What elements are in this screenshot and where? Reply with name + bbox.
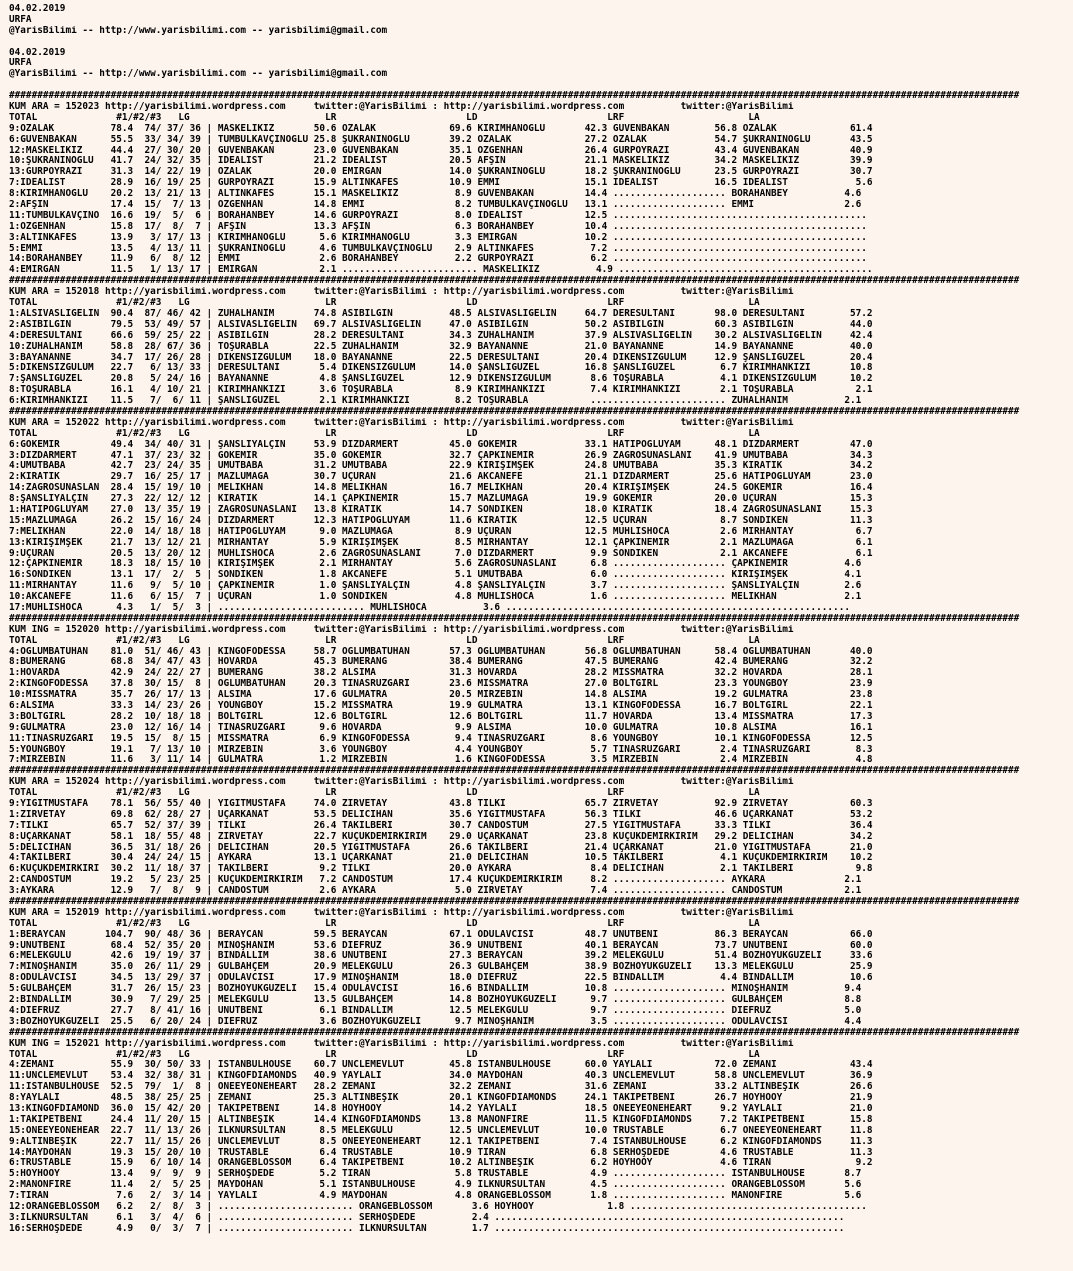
header-date: 04.02.2019 [9, 4, 66, 14]
horse-row: 9:GULMATRA 23.0 12/ 16/ 14 | TINASRÜZGARI 9.6 HOVARDA 9.9 ALSIMA 10.0 GULMATRA 10.8 ALSIMA 16.1 [9, 722, 873, 733]
horse-row: 1:ALSİVASLIGELİN 90.4 87/ 46/ 42 | ZÜHALHANIM 74.8 ASİBİLGİN 48.5 ALSİVASLIGELİN 64.7 DERESULTANI 98.0 DERESULTANI 57.2 [9, 308, 873, 319]
race-header: KUM ARA = 152019 http://yarisbilimi.wordpress.com twitter:@YarisBilimi : http://yarisbilimi.wordpress.com twitter:@YarisBilimi [9, 907, 794, 918]
report-line: @YarisBilimi -- http://www.yarisbilimi.com -- yarisbilimi@gmail.com [9, 69, 388, 80]
horse-row: 4:UMUTBABA 42.7 23/ 24/ 35 | UMUTBABA 31.2 UMUTBABA 22.9 KİRİŞİMŞEK 24.8 UMUTBABA 35.3 KİRATİK 34.2 [9, 461, 873, 472]
horse-row: 13:KINGOFDIAMOND 36.0 15/ 42/ 20 | TAKİPETBENİ 14.8 HOYHOOY 14.2 YAYLALI 18.5 ONEEYEONEHEART 9.2 YAYLALI 21.0 [9, 1103, 873, 1114]
horse-row: 15:ONEEYEONEHEAR 22.7 11/ 13/ 26 | İLKNURSULTAN 8.5 MELEKGÜLÜ 12.5 UNCLEMEVLÜT 10.0 TRUSTABLE 6.7 ONEEYEONEHEART 11.8 [9, 1125, 873, 1136]
horse-row: 11:ISTANBULHOUSE 52.5 79/ 1/ 8 | ONEEYEONEHEART 28.2 ZEMANİ 32.2 ZEMANİ 31.6 ZEMANİ 33.2 ALTINBEŞİK 26.6 [9, 1082, 873, 1093]
horse-row: 7:İDEALİST 28.9 16/ 19/ 25 | GÜRPOYRAZI 15.9 ALTINKAFES 10.9 EMMİ 15.1 İDEALİST 16.5 İDEALİST 5.6 [9, 178, 873, 189]
horse-row: 8:YAYLALI 48.5 38/ 25/ 25 | ZEMANİ 25.3 ALTINBEŞİK 20.1 KINGOFDIAMONDS 24.1 TAKİPETBENİ 26.7 HOYHOOY 21.9 [9, 1093, 873, 1104]
section-divider: ################################################################################################################################################################################### [9, 276, 1020, 287]
horse-row: 3:BOLTGIRL 28.2 10/ 18/ 18 | BOLTGIRL 12.6 BOLTGIRL 12.6 BOLTGIRL 11.7 HOVARDA 13.4 MISSMATRA 17.3 [9, 711, 873, 722]
horse-row: 8:KIRIMHANOĞLU 20.2 13/ 21/ 13 | ALTINKAFES 15.1 MASKELİKİZ 8.9 GÜVENBAKAN 14.4 .................... BORAHANBEY 4.6 [9, 189, 862, 200]
horse-row: 12:ÇAPKINEMİR 18.3 18/ 15/ 10 | KİRİŞİMŞEK 2.1 MİRHANTAY 5.6 ZAĞROSUNASLANI 6.8 .................... ÇAPKINEMİR 4.6 [9, 559, 862, 570]
horse-row: 3:BAYANANNE 34.7 17/ 26/ 28 | DİKENSİZGÜLÜM 18.0 BAYANANNE 22.5 DERESULTANI 20.4 DİKENSİZGÜLÜM 12.9 ŞANSLIGÜZEL 20.4 [9, 352, 873, 363]
horse-row: 6:KÜÇÜKDEMİRKIRI 30.2 11/ 18/ 37 | TAKILBERİ 9.2 TİLKİ 20.0 AYKARA 8.4 DELİCİHAN 2.1 TAKILBERİ 9.8 [9, 864, 873, 875]
horse-row: 5:EMMİ 13.5 4/ 13/ 11 | ŞÜKRANINOĞLU 4.6 TUMBULKAVÇİNOĞLU 2.9 ALTINKAFES 7.2 ............................................. [9, 243, 867, 254]
horse-row: 14:BORAHANBEY 11.9 6/ 8/ 12 | EMMİ 2.6 BORAHANBEY 2.2 GÜRPOYRAZI 6.2 ............................................. [9, 254, 867, 265]
horse-row: 5:YOUNGBOY 19.1 7/ 13/ 10 | MİRZEBİN 3.6 YOUNGBOY 4.4 YOUNGBOY 5.7 TINASRÜZGARI 2.4 TINASRÜZGARI 8.3 [9, 744, 873, 755]
horse-row: 6:GÜVENBAKAN 55.5 33/ 34/ 39 | TUMBULKAVÇİNOĞLU 25.8 ŞÜKRANINOĞLU 39.2 ÖZALAK 27.2 ÖZALAK 54.7 ŞÜKRANINOĞLU 43.5 [9, 134, 873, 145]
header-contact: @YarisBilimi -- http://www.yarisbilimi.com -- yarisbilimi@gmail.com [9, 25, 388, 36]
horse-row: 3:İLKNURSULTAN 6.1 3/ 4/ 6 | ........................ SERHOŞDEDE 2.4 .............................................................. [9, 1212, 845, 1223]
horse-row: 11:UNCLEMEVLÜT 53.4 32/ 38/ 31 | KINGOFDIAMONDS 40.9 YAYLALI 34.0 MAYDOHAN 40.3 UNCLEMEVLÜT 58.8 UNCLEMEVLÜT 36.9 [9, 1071, 873, 1082]
horse-row: 14:ZAĞROSUNASLAN 28.4 15/ 19/ 10 | MELİKHAN 14.8 MELİKHAN 16.7 MELİKHAN 20.4 KİRİŞİMŞEK 24.5 GÖKEMİR 16.4 [9, 483, 873, 494]
horse-row: 2:AFŞİN 17.4 15/ 7/ 13 | ÖZGENHAN 14.8 EMMİ 8.2 TUMBULKAVÇİNOĞLU 13.1 .................... EMMİ 2.6 [9, 200, 862, 211]
report-body [9, 48, 1073, 1235]
horse-row: 9:ÖZALAK 78.4 74/ 37/ 36 | MASKELİKİZ 50.6 ÖZALAK 69.6 KIRIMHANOĞLU 42.3 GÜVENBAKAN 56.8 ÖZALAK 61.4 [9, 123, 873, 134]
horse-row: 8:UÇARKANAT 58.1 18/ 55/ 48 | ZİRVETAY 22.7 KÜÇÜKDEMİRKIRIM 29.0 UÇARKANAT 23.8 KÜÇÜKDEMİRKIRIM 29.2 DELİCİHAN 34.2 [9, 831, 873, 842]
race-header: KUM ARA = 152023 http://yarisbilimi.wordpress.com twitter:@YarisBilimi : http://yarisbilimi.wordpress.com twitter:@YarisBilimi [9, 102, 794, 113]
horse-row: 16:SERHOŞDEDE 4.9 0/ 3/ 7 | ........................ İLKNURSULTAN 1.7 .............................................................. [9, 1223, 845, 1234]
horse-row: 3:BOZHOYUKGÜZELİ 25.5 6/ 20/ 24 | DİEFRUZ 3.6 BOZHOYUKGÜZELİ 9.7 MİNOŞHANIM 3.5 .................... ÖDÜLAVCISI 4.4 [9, 1016, 862, 1027]
horse-row: 14:MAYDOHAN 19.3 15/ 20/ 10 | TRUSTABLE 6.4 TRUSTABLE 10.9 TİRAN 6.8 SERHOŞDEDE 4.6 TRUSTABLE 11.3 [9, 1147, 873, 1158]
horse-row: 8:ÖDÜLAVCISI 34.5 13/ 29/ 37 | ÖDÜLAVCISI 17.9 MİNOŞHANIM 18.0 DİEFRUZ 22.5 BİNDALLIM 4.4 BİNDALLIM 10.6 [9, 973, 873, 984]
horse-row: 6:ALSIMA 33.3 14/ 23/ 26 | YOUNGBOY 15.2 MISSMATRA 19.9 GULMATRA 13.1 KINGOFODESSA 16.7 BOLTGIRL 22.1 [9, 701, 873, 711]
horse-row: 5:DELİCİHAN 36.5 31/ 18/ 26 | DELİCİHAN 20.5 YİĞİTMUSTAFA 26.6 TAKILBERİ 21.4 UÇARKANAT 21.0 YİĞİTMUSTAFA 21.0 [9, 842, 873, 853]
column-header: TOTAL #1/#2/#3 LG LR LD LRF LA [9, 112, 760, 123]
horse-row: 4:ZEMANİ 55.9 30/ 50/ 33 | ISTANBULHOUSE 60.7 UNCLEMEVLÜT 45.8 ISTANBULHOUSE 60.0 YAYLALI 72.0 ZEMANİ 43.4 [9, 1060, 873, 1071]
horse-row: 13:GÜRPOYRAZI 31.3 14/ 22/ 19 | ÖZALAK 20.0 EMİRGAN 14.0 ŞÜKRANINOĞLU 18.2 ŞÜKRANINOĞLU 23.5 GÜRPOYRAZI 30.7 [9, 167, 873, 178]
horse-row: 3:DİZDARMERT 47.1 37/ 23/ 32 | GÖKEMİR 35.0 GÖKEMİR 32.7 ÇAPKINEMİR 26.9 ZAĞROSUNASLANI 41.9 UMUTBABA 34.3 [9, 450, 873, 461]
horse-row: 12:ORANGEBLOSSOM 6.2 2/ 8/ 3 | ........................ ORANGEBLOSSOM 3.6 HOYHOOY 1.8 .......................................... [9, 1201, 867, 1212]
column-header: TOTAL #1/#2/#3 LG LR LD LRF LA [9, 1049, 760, 1060]
horse-row: 9:UÇURAN 20.5 13/ 20/ 12 | MÜHLİSHOCA 2.6 ZAĞROSUNASLANI 7.0 DİZDARMERT 9.9 SONDİKEN 2.1 AKCANEFE 6.1 [9, 548, 873, 559]
horse-row: 11:MİRHANTAY 11.6 9/ 5/ 10 | ÇAPKINEMİR 1.0 ŞANSLIYALÇIN 4.8 ŞANSLIYALÇIN 3.7 .................... ŞANSLIYALÇIN 2.6 [9, 581, 862, 592]
section-divider: ################################################################################################################################################################################### [9, 1027, 1020, 1038]
horse-row: 2:MANONFIRE 11.4 2/ 5/ 25 | MAYDOHAN 5.1 ISTANBULHOUSE 4.9 İLKNURSULTAN 4.5 .................... ORANGEBLOSSOM 5.6 [9, 1180, 862, 1191]
column-header: TOTAL #1/#2/#3 LG LR LD LRF LA [9, 298, 760, 309]
horse-row: 1:HOVARDA 42.9 24/ 22/ 27 | BUMERANG 38.2 ALSIMA 31.3 HOVARDA 28.2 MISSMATRA 32.2 HOVARDA 28.1 [9, 668, 873, 679]
report-line: 04.02.2019 [9, 47, 66, 58]
horse-row: 1:TAKİPETBENİ 24.4 11/ 20/ 15 | ALTINBEŞİK 14.4 KINGOFDIAMONDS 13.8 MANONFIRE 11.5 KINGOFDIAMONDS 7.2 TAKİPETBENİ 15.8 [9, 1114, 873, 1125]
horse-row: 15:MAZLUMAĞA 26.2 15/ 16/ 24 | DİZDARMERT 12.3 HATİPOĞLUYAM 11.6 KİRATİK 12.5 UÇURAN 8.7 SONDİKEN 11.3 [9, 515, 873, 526]
section-divider: ################################################################################################################################################################################### [9, 406, 1020, 417]
horse-row: 17:MÜHLİSHOCA 4.3 1/ 5/ 3 | .......................... MÜHLİSHOCA 3.6 ............................................................. [9, 602, 850, 613]
horse-row: 1:ÖZGENHAN 15.8 17/ 8/ 7 | AFŞİN 13.3 AFŞİN 6.3 BORAHANBEY 10.4 ............................................. [9, 221, 867, 232]
race-header: KUM ARA = 152022 http://yarisbilimi.wordpress.com twitter:@YarisBilimi : http://yarisbilimi.wordpress.com twitter:@YarisBilimi [9, 417, 794, 428]
horse-row: 8:ŞANSLIYALÇIN 27.3 22/ 12/ 12 | KİRATİK 14.1 ÇAPKINEMİR 15.7 MAZLUMAĞA 19.9 GÖKEMİR 20.0 UÇURAN 15.3 [9, 494, 873, 505]
race-header: KUM ARA = 152024 http://yarisbilimi.wordpress.com twitter:@YarisBilimi : http://yarisbilimi.wordpress.com twitter:@YarisBilimi [9, 777, 794, 788]
horse-row: 6:TRUSTABLE 15.9 6/ 10/ 14 | ORANGEBLOSSOM 6.4 TAKİPETBENİ 10.2 ALTINBEŞİK 6.2 HOYHOOY 4.6 TİRAN 9.2 [9, 1158, 873, 1169]
horse-row: 5:HOYHOOY 13.4 9/ 9/ 9 | SERHOŞDEDE 5.2 TİRAN 5.8 TRUSTABLE 4.9 .................... ISTANBULHOUSE 8.7 [9, 1169, 862, 1180]
horse-row: 4:TAKILBERİ 30.4 24/ 24/ 15 | AYKARA 13.1 UÇARKANAT 21.0 DELİCİHAN 10.5 TAKILBERİ 4.1 KÜÇÜKDEMİRKIRIM 10.2 [9, 853, 873, 864]
horse-row: 4:DİEFRUZ 27.7 8/ 41/ 16 | UNUTBENİ 6.1 BİNDALLIM 12.5 MELEKGÜLÜ 9.7 .................... DİEFRUZ 5.0 [9, 1005, 862, 1016]
report-line [9, 80, 1073, 91]
horse-row: 2:KINGOFODESSA 37.8 30/ 15/ 8 | OGLUMBATUHAN 20.3 TINASRÜZGARI 23.6 MISSMATRA 27.0 BOLTGIRL 23.3 YOUNGBOY 23.9 [9, 679, 873, 690]
horse-row: 7:MELİKHAN 22.0 14/ 18/ 18 | HATİPOĞLUYAM 9.0 MAZLUMAĞA 8.9 UÇURAN 12.5 MÜHLİSHOCA 2.6 MİRHANTAY 6.7 [9, 526, 873, 537]
horse-row: 2:KİRATİK 29.7 16/ 25/ 17 | MAZLUMAĞA 30.7 UÇURAN 21.6 AKCANEFE 21.1 DİZDARMERT 25.6 HATİPOĞLUYAM 23.0 [9, 472, 873, 483]
report-header [9, 4, 1073, 37]
horse-row: 6:MELEKGÜLÜ 42.6 19/ 19/ 37 | BİNDALLIM 38.6 UNUTBENİ 27.3 BERAYCAN 39.2 MELEKGÜLÜ 51.4 BOZHOYUKGÜZELİ 33.6 [9, 951, 873, 962]
horse-row: 12:MASKELİKİZ 44.4 27/ 30/ 20 | GÜVENBAKAN 23.0 GÜVENBAKAN 35.1 ÖZGENHAN 26.4 GÜRPOYRAZI 43.4 GÜVENBAKAN 40.9 [9, 145, 873, 156]
horse-row: 7:MİRZEBİN 11.6 3/ 11/ 14 | GULMATRA 1.2 MİRZEBİN 1.6 KINGOFODESSA 3.5 MİRZEBİN 2.4 MİRZEBİN 4.8 [9, 755, 873, 766]
horse-row: 10:ŞÜKRANINOĞLU 41.7 24/ 32/ 35 | İDEALİST 21.2 İDEALİST 20.5 AFŞİN 21.1 MASKELİKİZ 34.2 MASKELİKİZ 39.9 [9, 156, 873, 167]
horse-row: 3:ALTINKAFES 13.9 3/ 17/ 13 | KIRIMHANOĞLU 5.6 KIRIMHANOĞLU 3.3 EMİRGAN 10.2 ............................................. [9, 232, 867, 243]
horse-row: 10:ZÜHALHANIM 58.8 28/ 67/ 36 | TOŞURABLA 22.5 ZÜHALHANIM 32.9 BAYANANNE 21.0 BAYANANNE 14.9 BAYANANNE 40.0 [9, 341, 873, 352]
horse-row: 2:BİNDALLIM 30.9 7/ 29/ 25 | MELEKGÜLÜ 13.5 GÜLBAHÇEM 14.8 BOZHOYUKGÜZELİ 9.7 .................... GÜLBAHÇEM 8.8 [9, 995, 862, 1006]
section-divider: ################################################################################################################################################################################### [9, 766, 1020, 777]
race-header: KUM ING = 152020 http://yarisbilimi.wordpress.com twitter:@YarisBilimi : http://yarisbilimi.wordpress.com twitter:@YarisBilimi [9, 624, 794, 635]
column-header: TOTAL #1/#2/#3 LG LR LD LRF LA [9, 635, 760, 646]
horse-row: 9:ALTINBEŞİK 22.7 11/ 15/ 26 | UNCLEMEVLÜT 8.5 ONEEYEONEHEART 12.1 TAKİPETBENİ 7.4 ISTANBULHOUSE 6.2 KINGOFDIAMONDS 11.3 [9, 1136, 873, 1147]
horse-row: 4:OGLUMBATUHAN 81.0 51/ 46/ 43 | KINGOFODESSA 58.7 OGLUMBATUHAN 57.3 OGLUMBATUHAN 56.8 OGLUMBATUHAN 58.4 OGLUMBATUHAN 40.0 [9, 646, 873, 657]
horse-row: 9:UNUTBENİ 68.4 52/ 35/ 20 | MİNOŞHANIM 53.6 DİEFRUZ 36.9 UNUTBENİ 40.1 BERAYCAN 73.7 UNUTBENİ 60.0 [9, 940, 873, 951]
horse-row: 4:DERESULTANI 66.6 59/ 25/ 22 | ASİBİLGİN 28.2 DERESULTANI 34.3 ZÜHALHANIM 37.9 ALSİVASLIGELİN 30.2 ALSİVASLIGELİN 42.4 [9, 330, 873, 341]
section-divider: ################################################################################################################################################################################### [9, 91, 1020, 102]
horse-row: 8:BUMERANG 68.8 34/ 47/ 43 | HOVARDA 45.3 BUMERANG 38.4 BUMERANG 47.5 BUMERANG 42.4 BUMERANG 32.2 [9, 657, 873, 668]
horse-row: 2:ASİBİLGİN 79.5 53/ 49/ 57 | ALSİVASLIGELİN 69.7 ALSİVASLIGELİN 47.0 ASİBİLGİN 50.2 ASİBİLGİN 60.3 ASİBİLGİN 44.0 [9, 319, 873, 330]
section-divider: ################################################################################################################################################################################### [9, 613, 1020, 624]
horse-row: 6:KIRIMHANKIZI 11.5 7/ 6/ 11 | ŞANSLIGÜZEL 2.1 KIRIMHANKIZI 8.2 TOŞURABLA ........................ ZÜHALHANIM 2.1 [9, 396, 862, 407]
horse-row: 10:MISSMATRA 35.7 26/ 17/ 13 | ALSIMA 17.6 GULMATRA 20.5 MİRZEBİN 14.8 ALSIMA 19.2 GULMATRA 23.8 [9, 690, 873, 701]
horse-row: 7:TİLKİ 65.7 52/ 37/ 39 | TİLKİ 26.4 TAKILBERİ 30.7 CANDOSTUM 27.5 YİĞİTMUSTAFA 33.3 TİLKİ 36.4 [9, 820, 873, 831]
horse-row: 8:TOŞURABLA 16.1 4/ 10/ 21 | KIRIMHANKIZI 3.6 TOŞURABLA 8.9 KIRIMHANKIZI 7.4 KIRIMHANKIZI 2.1 TOŞURABLA 2.1 [9, 385, 873, 396]
column-header: TOTAL #1/#2/#3 LG LR LD LRF LA [9, 428, 760, 439]
horse-row: 9:YİĞİTMUSTAFA 78.1 56/ 55/ 40 | YİĞİTMUSTAFA 74.0 ZİRVETAY 43.8 TİLKİ 65.7 ZİRVETAY 92.9 ZİRVETAY 60.3 [9, 799, 873, 810]
horse-row: 2:CANDOSTUM 19.2 5/ 23/ 25 | KÜÇÜKDEMİRKIRIM 7.2 CANDOSTUM 17.4 KÜÇÜKDEMİRKIRIM 8.2 .................... AYKARA 2.1 [9, 875, 862, 886]
horse-row: 11:TINASRÜZGARI 19.5 15/ 8/ 15 | MISSMATRA 6.9 KINGOFODESSA 9.4 TINASRÜZGARI 8.6 YOUNGBOY 10.1 KINGOFODESSA 12.5 [9, 733, 873, 744]
horse-row: 5:GÜLBAHÇEM 31.7 26/ 15/ 23 | BOZHOYUKGÜZELİ 15.4 ÖDÜLAVCISI 16.6 BİNDALLIM 10.8 .................... MİNOŞHANIM 9.4 [9, 984, 862, 995]
horse-row: 7:MİNOŞHANIM 35.0 26/ 11/ 29 | GÜLBAHÇEM 20.9 MELEKGÜLÜ 26.3 GÜLBAHÇEM 38.9 BOZHOYUKGÜZELİ 13.3 MELEKGÜLÜ 25.9 [9, 962, 873, 973]
horse-row: 13:KİRİŞİMŞEK 21.7 13/ 12/ 21 | MİRHANTAY 5.9 KİRİŞİMŞEK 8.5 MİRHANTAY 12.1 ÇAPKINEMİR 2.1 MAZLUMAĞA 6.1 [9, 537, 873, 548]
horse-row: 3:AYKARA 12.9 7/ 8/ 9 | CANDOSTUM 2.6 AYKARA 5.0 ZİRVETAY 7.4 .................... CANDOSTUM 2.1 [9, 886, 862, 897]
horse-row: 1:HATİPOĞLUYAM 27.0 13/ 35/ 19 | ZAĞROSUNASLANI 13.8 KİRATİK 14.7 SONDİKEN 18.0 KİRATİK 18.4 ZAĞROSUNASLANI 15.3 [9, 504, 873, 515]
horse-row: 16:SONDİKEN 13.1 17/ 2/ 5 | SONDİKEN 1.8 AKCANEFE 5.1 UMUTBABA 6.0 .................... KİRİŞİMŞEK 4.1 [9, 570, 862, 581]
horse-row: 1:BERAYCAN 104.7 90/ 48/ 36 | BERAYCAN 59.5 BERAYCAN 67.1 ÖDÜLAVCISI 48.7 UNUTBENİ 86.3 BERAYCAN 66.0 [9, 929, 873, 940]
horse-row: 10:AKCANEFE 11.6 6/ 15/ 7 | UÇURAN 1.0 SONDİKEN 4.8 MÜHLİSHOCA 1.6 .................... MELİKHAN 2.1 [9, 592, 862, 603]
horse-row: 1:ZİRVETAY 69.8 62/ 28/ 27 | UÇARKANAT 53.5 DELİCİHAN 35.6 YİĞİTMUSTAFA 56.3 TİLKİ 46.6 UÇARKANAT 53.2 [9, 809, 873, 820]
column-header: TOTAL #1/#2/#3 LG LR LD LRF LA [9, 918, 760, 929]
column-header: TOTAL #1/#2/#3 LG LR LD LRF LA [9, 788, 760, 799]
race-header: KUM ING = 152021 http://yarisbilimi.wordpress.com twitter:@YarisBilimi : http://yarisbilimi.wordpress.com twitter:@YarisBilimi [9, 1038, 794, 1049]
horse-row: 7:TİRAN 7.6 2/ 3/ 14 | YAYLALI 4.9 MAYDOHAN 4.8 ORANGEBLOSSOM 1.8 .................... MANONFIRE 5.6 [9, 1191, 862, 1202]
horse-row: 11:TUMBULKAVÇİNO 16.6 19/ 5/ 6 | BORAHANBEY 14.6 GÜRPOYRAZI 8.0 İDEALİST 12.5 ............................................. [9, 210, 867, 221]
horse-row: 4:EMİRGAN 11.5 1/ 13/ 17 | EMİRGAN 2.1 ........................ MASKELİKİZ 4.9 ............................................. [9, 265, 873, 276]
report-line: URFA [9, 58, 32, 69]
horse-row: 6:GÖKEMİR 49.4 34/ 40/ 31 | ŞANSLIYALÇIN 53.9 DİZDARMERT 45.0 GÖKEMİR 33.1 HATİPOĞLUYAM 48.1 DİZDARMERT 47.0 [9, 439, 873, 450]
horse-row: 5:DİKENSİZGÜLÜM 22.7 6/ 13/ 33 | DERESULTANI 5.4 DİKENSİZGÜLÜM 14.0 ŞANSLIGÜZEL 16.8 ŞANSLIGÜZEL 6.7 KIRIMHANKIZI 10.8 [9, 363, 873, 374]
race-header: KUM ARA = 152018 http://yarisbilimi.wordpress.com twitter:@YarisBilimi : http://yarisbilimi.wordpress.com twitter:@YarisBilimi [9, 287, 794, 298]
header-city: URFA [9, 14, 32, 25]
section-divider: ################################################################################################################################################################################### [9, 897, 1020, 908]
horse-row: 7:ŞANSLIGÜZEL 20.8 5/ 24/ 16 | BAYANANNE 4.8 ŞANSLIGÜZEL 12.9 DİKENSİZGÜLÜM 8.6 TOŞURABLA 4.1 DİKENSİZGÜLÜM 10.2 [9, 374, 873, 385]
